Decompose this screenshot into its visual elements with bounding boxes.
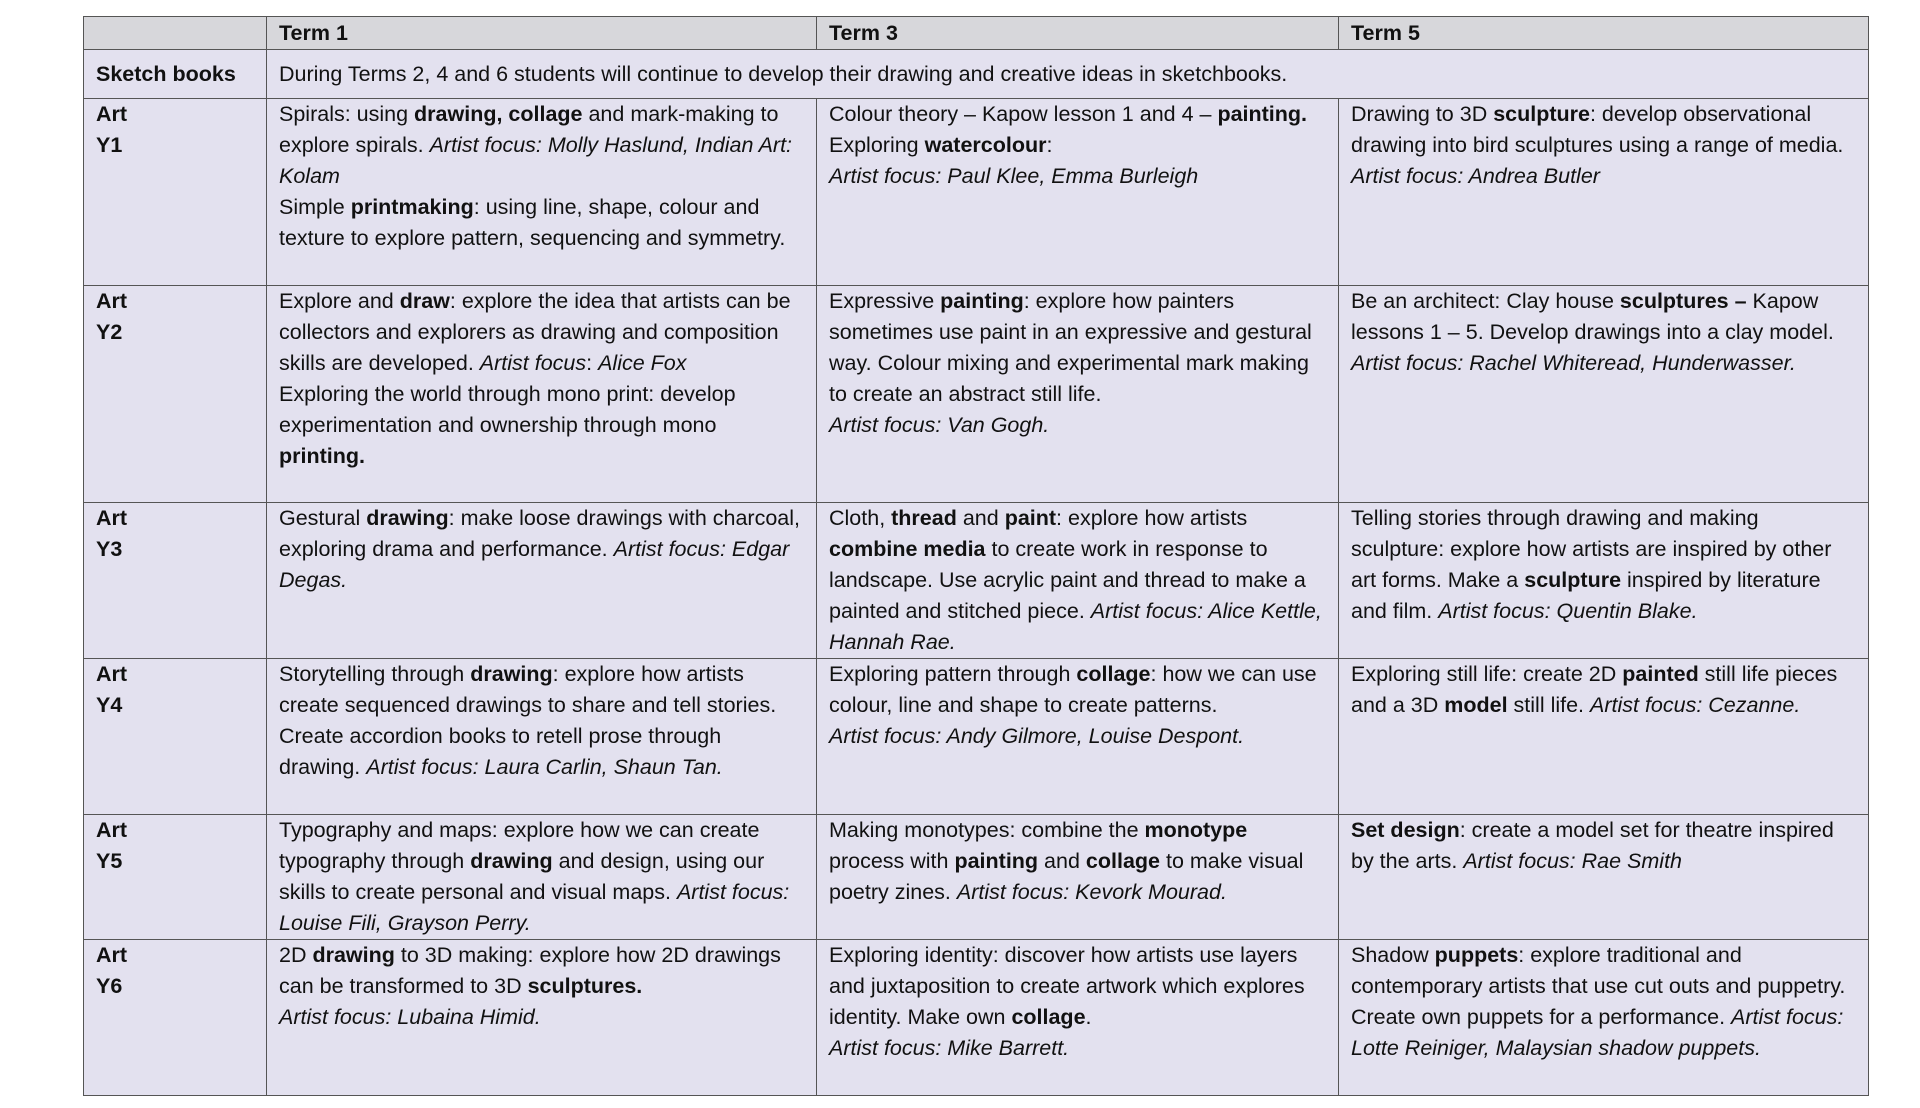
term-3-cell	[817, 659, 1339, 815]
year-label	[84, 503, 267, 659]
cell-text: : create a model set for theatre inspired by the arts.	[1351, 818, 1834, 873]
artist-focus-text: Artist focus: Kevork Mourad.	[956, 880, 1227, 904]
term-3-cell	[817, 99, 1339, 286]
term-5-cell	[1339, 940, 1869, 1096]
cell-text: Simple	[279, 195, 351, 219]
cell-text: inspired by literature and film.	[1351, 568, 1821, 623]
cell-text: :	[586, 351, 599, 375]
cell-paragraph	[279, 379, 804, 472]
cell-text: Exploring	[829, 133, 925, 157]
term-5-cell	[1339, 286, 1869, 503]
cell-text: : explore traditional and contemporary artists that use cut outs and puppetry. Create own puppets for a performance.	[1351, 943, 1846, 1029]
cell-text: Be an architect: Clay house	[1351, 289, 1620, 313]
cell-text: : explore the idea that artists can be collectors and explorers as drawing and composition skills are developed.	[279, 289, 791, 375]
cell-paragraph	[279, 815, 804, 939]
bold-text: drawing	[366, 506, 449, 530]
header-term-1: Term 1	[267, 17, 817, 50]
bold-text: sculpture	[1524, 568, 1622, 592]
cell-paragraph	[829, 286, 1326, 410]
table-header	[84, 17, 1869, 50]
cell-paragraph	[829, 99, 1326, 130]
cell-paragraph	[829, 1033, 1326, 1064]
cell-text: 2D	[279, 943, 313, 967]
cell-text: Shadow	[1351, 943, 1435, 967]
artist-focus-text: Artist focus: Lotte Reiniger, Malaysian shadow puppets.	[1351, 1005, 1844, 1060]
cell-text: to make visual poetry zines.	[829, 849, 1304, 904]
bold-text: printing.	[279, 444, 365, 468]
cell-text: Telling stories through drawing and making sculpture: explore how artists are inspired by other art forms. Make a	[1351, 506, 1832, 592]
artist-focus-text: Artist focus: Paul Klee, Emma Burleigh	[829, 164, 1199, 188]
cell-paragraph	[829, 130, 1326, 161]
bold-text: monotype	[1144, 818, 1248, 842]
cell-paragraph	[829, 659, 1326, 721]
bold-text: drawing, collage	[414, 102, 583, 126]
cell-paragraph	[1351, 161, 1856, 192]
cell-text: and mark-making to explore spirals.	[279, 102, 779, 157]
cell-text: : explore how artists create sequenced drawings to share and tell stories. Create accordion books to retell prose through drawing.	[279, 662, 777, 779]
bold-text: sculptures.	[527, 974, 643, 998]
cell-paragraph	[829, 815, 1326, 908]
term-1-cell	[267, 503, 817, 659]
bold-text: collage	[1085, 849, 1160, 873]
sketch-books-row	[84, 50, 1869, 99]
cell-text: Kapow lessons 1 – 5. Develop drawings into a clay model.	[1351, 289, 1834, 344]
cell-paragraph	[1351, 659, 1856, 721]
artist-focus-text: Artist focus: Quentin Blake.	[1438, 599, 1698, 623]
term-3-cell	[817, 940, 1339, 1096]
cell-text: .	[1085, 1005, 1092, 1029]
bold-text: sculpture	[1493, 102, 1590, 126]
cell-paragraph	[1351, 348, 1856, 379]
bold-text: puppets	[1434, 943, 1519, 967]
year-label	[84, 940, 267, 1096]
bold-text: Set design	[1351, 818, 1460, 842]
cell-text: Spirals: using	[279, 102, 415, 126]
term-5-cell	[1339, 659, 1869, 815]
cell-text: to create work in response to landscape. Use acrylic paint and thread to make a painted and stitched piece.	[829, 537, 1306, 623]
cell-text: still life.	[1507, 693, 1590, 717]
cell-paragraph	[1351, 286, 1856, 348]
table-body	[84, 50, 1869, 1096]
bold-text: painted	[1622, 662, 1699, 686]
subject-label: Art	[96, 506, 128, 530]
term-1-cell	[267, 940, 817, 1096]
cell-paragraph	[829, 940, 1326, 1033]
year-label	[84, 286, 267, 503]
term-5-cell	[1339, 503, 1869, 659]
cell-text: Explore and	[279, 289, 400, 313]
cell-text: : develop observational drawing into bird sculptures using a range of media.	[1351, 102, 1844, 157]
cell-text: still life pieces and a 3D	[1351, 662, 1838, 717]
year-label	[84, 659, 267, 815]
artist-focus-text: Artist focus: Molly Haslund, Indian Art: Kolam	[279, 133, 793, 188]
artist-focus-text: Artist focus: Laura Carlin, Shaun Tan.	[366, 755, 723, 779]
term-5-cell	[1339, 99, 1869, 286]
cell-text: :	[1046, 133, 1053, 157]
artist-focus-text: Artist focus: Alice Kettle, Hannah Rae.	[829, 599, 1322, 654]
cell-text: to 3D making: explore how 2D drawings can be transformed to 3D	[279, 943, 781, 998]
bold-text: painting	[954, 849, 1039, 873]
cell-text: and design, using our skills to create personal and visual maps.	[279, 849, 765, 904]
artist-focus-text: Artist focus: Mike Barrett.	[829, 1036, 1070, 1060]
table-row	[84, 659, 1869, 815]
bold-text: paint	[1004, 506, 1057, 530]
bold-text: painting.	[1217, 102, 1308, 126]
artist-focus-text: Artist focus	[479, 351, 587, 375]
header-row	[84, 17, 1869, 50]
year-label	[84, 815, 267, 940]
cell-text: : using line, shape, colour and texture to explore pattern, sequencing and symmetry.	[279, 195, 786, 250]
cell-paragraph	[829, 721, 1326, 752]
bold-text: drawing	[470, 849, 553, 873]
sketch-books-label: Sketch books	[84, 50, 267, 99]
cell-paragraph	[1351, 815, 1856, 877]
term-1-cell	[267, 815, 817, 940]
year-number: Y4	[96, 693, 123, 717]
bold-text: combine media	[829, 537, 986, 561]
cell-paragraph	[829, 503, 1326, 658]
cell-text: process with	[829, 849, 955, 873]
curriculum-table	[83, 16, 1869, 1096]
subject-label: Art	[96, 289, 128, 313]
bold-text: model	[1444, 693, 1508, 717]
table-row	[84, 99, 1869, 286]
bold-text: painting	[940, 289, 1024, 313]
cell-text: Exploring pattern through	[829, 662, 1077, 686]
term-3-cell	[817, 815, 1339, 940]
cell-paragraph	[1351, 503, 1856, 627]
cell-text: Cloth,	[829, 506, 892, 530]
year-number: Y3	[96, 537, 123, 561]
term-1-cell	[267, 99, 817, 286]
cell-paragraph	[829, 161, 1326, 192]
cell-text: : how we can use colour, line and shape to create patterns.	[829, 662, 1317, 717]
table-row	[84, 940, 1869, 1096]
artist-focus-text: Artist focus: Edgar Degas.	[279, 537, 790, 592]
cell-text: Expressive	[829, 289, 941, 313]
cell-text: Gestural	[279, 506, 367, 530]
cell-text: Exploring identity: discover how artists use layers and juxtaposition to create artwork which explores identity. Make own	[829, 943, 1305, 1029]
table-row	[84, 286, 1869, 503]
bold-text: watercolour	[924, 133, 1047, 157]
cell-paragraph	[829, 410, 1326, 441]
bold-text: collage	[1076, 662, 1151, 686]
cell-text: Storytelling through	[279, 662, 471, 686]
artist-focus-text: Alice Fox	[598, 351, 687, 375]
cell-paragraph	[1351, 99, 1856, 161]
term-5-cell	[1339, 815, 1869, 940]
subject-label: Art	[96, 102, 128, 126]
subject-label: Art	[96, 943, 128, 967]
year-number: Y1	[96, 133, 123, 157]
artist-focus-text: Artist focus: Lubaina Himid.	[279, 1005, 541, 1029]
cell-paragraph	[1351, 940, 1856, 1064]
cell-paragraph	[279, 1002, 804, 1033]
term-1-cell	[267, 286, 817, 503]
cell-text: Making monotypes: combine the	[829, 818, 1145, 842]
cell-text: Typography and maps: explore how we can create typography through	[279, 818, 760, 873]
cell-text: and	[956, 506, 1005, 530]
cell-text: Exploring the world through mono print: develop experimentation and ownership through mono	[279, 382, 736, 437]
bold-text: drawing	[470, 662, 553, 686]
cell-paragraph	[279, 286, 804, 379]
cell-text: and	[1038, 849, 1086, 873]
term-3-cell	[817, 503, 1339, 659]
table-row	[84, 503, 1869, 659]
cell-paragraph	[279, 940, 804, 1002]
subject-label: Art	[96, 662, 128, 686]
cell-paragraph	[279, 503, 804, 596]
bold-text: collage	[1011, 1005, 1086, 1029]
cell-text: : explore how painters sometimes use paint in an expressive and gestural way. Colour mixing and experimental mark making to create an abstract still life.	[829, 289, 1312, 406]
artist-focus-text: Artist focus: Rae Smith	[1463, 849, 1682, 873]
artist-focus-text: Artist focus: Andrea Butler	[1351, 164, 1600, 188]
year-number: Y5	[96, 849, 123, 873]
artist-focus-text: Artist focus: Van Gogh.	[829, 413, 1050, 437]
subject-label: Art	[96, 818, 128, 842]
year-number: Y6	[96, 974, 123, 998]
cell-text: Colour theory – Kapow lesson 1 and 4 –	[829, 102, 1218, 126]
term-3-cell	[817, 286, 1339, 503]
table-row	[84, 815, 1869, 940]
artist-focus-text: Artist focus: Louise Fili, Grayson Perry.	[279, 880, 790, 935]
bold-text: printmaking	[350, 195, 474, 219]
cell-text: : explore how artists	[1056, 506, 1248, 530]
bold-text: thread	[891, 506, 957, 530]
cell-paragraph	[279, 192, 804, 254]
header-term-3: Term 3	[817, 17, 1339, 50]
bold-text: draw	[399, 289, 450, 313]
year-number: Y2	[96, 320, 123, 344]
cell-text: Exploring still life: create 2D	[1351, 662, 1623, 686]
term-1-cell	[267, 659, 817, 815]
cell-text: Drawing to 3D	[1351, 102, 1494, 126]
artist-focus-text: Artist focus: Cezanne.	[1590, 693, 1801, 717]
cell-text: : make loose drawings with charcoal, exploring drama and performance.	[279, 506, 800, 561]
year-label	[84, 99, 267, 286]
header-corner	[84, 17, 267, 50]
cell-paragraph	[279, 659, 804, 783]
bold-text: sculptures –	[1619, 289, 1753, 313]
sketch-books-text: During Terms 2, 4 and 6 students will continue to develop their drawing and creative ideas in sketchbooks.	[267, 50, 1869, 99]
cell-paragraph	[279, 99, 804, 192]
bold-text: drawing	[312, 943, 395, 967]
artist-focus-text: Artist focus: Rachel Whiteread, Hunderwasser.	[1351, 351, 1796, 375]
header-term-5: Term 5	[1339, 17, 1869, 50]
artist-focus-text: Artist focus: Andy Gilmore, Louise Despont.	[829, 724, 1245, 748]
